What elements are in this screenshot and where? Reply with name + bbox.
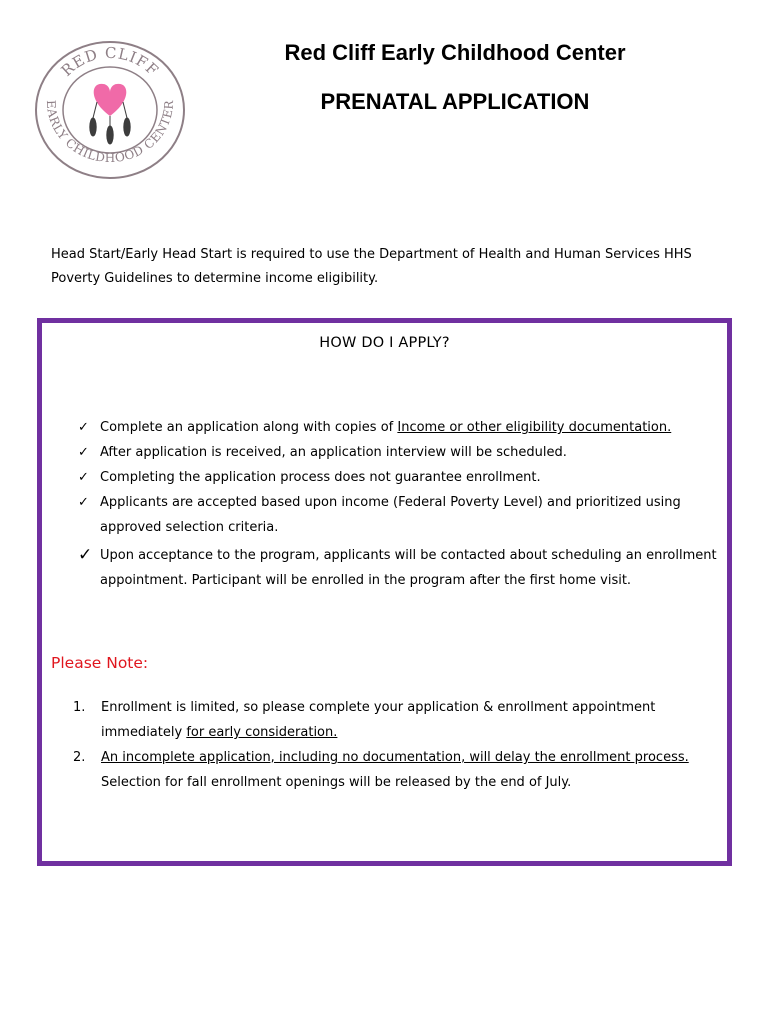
list-item: ✓ Complete an application along with copies of Income or other eligibility documentation. — [78, 415, 718, 440]
list-item: ✓ Applicants are accepted based upon income (Federal Poverty Level) and prioritized using approved selection criteria. — [78, 490, 718, 540]
checkmark-icon: ✓ — [78, 495, 89, 510]
list-item: ✓ Upon acceptance to the program, applicants will be contacted about scheduling an enrollment appointment. Participant will be enrolled in the program after the first home visit. — [78, 545, 717, 588]
svg-text:EARLY CHILDHOOD CENTER: EARLY CHILDHOOD CENTER — [43, 99, 177, 166]
checkmark-icon: ✓ — [78, 420, 89, 435]
checklist — [78, 415, 718, 593]
page-title: Red Cliff Early Childhood Center — [284, 40, 626, 65]
heart-icon — [94, 84, 127, 116]
eligibility-documentation-text: Income or other eligibility documentation. — [397, 420, 672, 435]
red-cliff-logo — [33, 40, 187, 180]
list-item: 2. An incomplete application, including no documentation, will delay the enrollment process. Selection for fall enrollment openings will be released by the end of July. — [73, 750, 689, 790]
please-note-label: Please Note: — [51, 654, 149, 672]
checkmark-icon: ✓ — [78, 545, 93, 565]
how-to-apply-panel — [37, 318, 732, 866]
svg-text:RED CLIFF: RED CLIFF — [57, 43, 163, 80]
list-item: ✓ Completing the application process does not guarantee enrollment. — [78, 465, 718, 490]
list-item: 1. Enrollment is limited, so please complete your application & enrollment appointment immediately for early consideration. — [73, 700, 656, 740]
list-item: ✓ After application is received, an application interview will be scheduled. — [78, 440, 718, 465]
page-subtitle: PRENATAL APPLICATION — [320, 89, 590, 114]
intro-text: Head Start/Early Head Start is required to use the Department of Health and Human Services HHS Poverty Guidelines to determine income eligibility. — [51, 247, 692, 286]
note-list — [73, 695, 723, 795]
panel-heading: HOW DO I APPLY? — [319, 335, 450, 351]
checkmark-icon: ✓ — [78, 470, 89, 485]
checkmark-icon: ✓ — [78, 445, 89, 460]
